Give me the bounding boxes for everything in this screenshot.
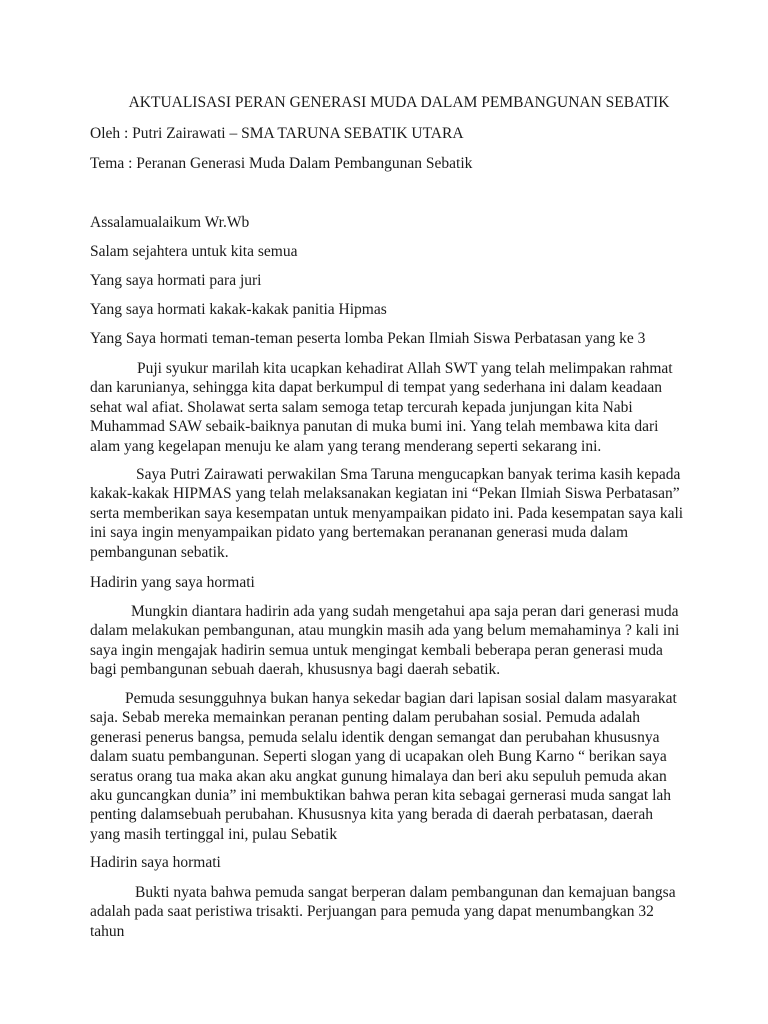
paragraph-text: Saya Putri Zairawati perwakilan Sma Taruna mengucapkan banyak terima kasih kepada kakak-kakak HIPMAS yang telah melaksanakan kegiatan ini “Pekan Ilmiah Siswa Perbatasan” serta memberikan saya kesempatan untuk menyampaikan pidato ini. Pada kesempatan saya kali ini saya ingin menyampaikan pidato yang bertemakan perananan generasi muda dalam pembangunan sebatik. (90, 466, 684, 561)
document-title (0, 93, 768, 113)
greeting-line: Yang saya hormati kakak-kakak panitia Hipmas (90, 301, 387, 318)
paragraph (90, 602, 684, 680)
author-line: Oleh : Putri Zairawati – SMA TARUNA SEBATIK UTARA (90, 125, 464, 142)
paragraph (90, 689, 684, 844)
theme-line: Tema : Peranan Generasi Muda Dalam Pembangunan Sebatik (90, 155, 473, 172)
paragraph-text: Pemuda sesungguhnya bukan hanya sekedar bagian dari lapisan sosial dalam masyarakat saja. Sebab mereka memainkan peranan penting dalam perubahan sosial. Pemuda adalah generasi penerus bangsa, pemuda selalu identik dengan semangat dan perubahan khususnya dalam suatu pembangunan. Seperti slogan yang di ucapakan oleh Bung Karno “ berikan saya seratus orang tua maka akan aku angkat gunung himalaya dan beri aku sepuluh pemuda akan aku guncangkan dunia” ini membuktikan bahwa peran kita sebagai gernerasi muda sangat lah penting dalamsebuah perubahan. Khususnya kita yang berada di daerah perbatasan, daerah yang masih tertinggal ini, pulau Sebatik (90, 690, 677, 843)
address-line: Hadirin yang saya hormati (90, 574, 255, 591)
address-line: Hadirin saya hormati (90, 854, 221, 871)
paragraph-text: Bukti nyata bahwa pemuda sangat berperan dalam pembangunan dan kemajuan bangsa adalah pada saat peristiwa trisakti. Perjuangan para pemuda yang dapat menumbangkan 32 tahun (90, 884, 676, 940)
paragraph (90, 465, 684, 562)
greeting-line: Yang Saya hormati teman-teman peserta lomba Pekan Ilmiah Siswa Perbatasan yang ke 3 (90, 330, 646, 347)
paragraph-text: Puji syukur marilah kita ucapkan kehadirat Allah SWT yang telah melimpakan rahmat dan karunianya, sehingga kita dapat berkumpul di tempat yang sederhana ini dalam keadaan sehat wal afiat. Sholawat serta salam semoga tetap tercurah kepada junjungan kita Nabi Muhammad SAW sebaik-baiknya panutan di muka bumi ini. Yang telah membawa kita dari alam yang kegelapan menuju ke alam yang terang menderang seperti sekarang ini. (90, 360, 673, 455)
greeting-line: Yang saya hormati para juri (90, 272, 262, 289)
greeting-line: Assalamualaikum Wr.Wb (90, 214, 250, 231)
document-title-text: AKTUALISASI PERAN GENERASI MUDA DALAM PEMBANGUNAN SEBATIK (128, 94, 670, 111)
greeting-line: Salam sejahtera untuk kita semua (90, 243, 298, 260)
paragraph-text: Mungkin diantara hadirin ada yang sudah mengetahui apa saja peran dari generasi muda dalam melakukan pembangunan, atau mungkin masih ada yang belum memahaminya ? kali ini saya ingin mengajak hadirin semua untuk mengingat kembali beberapa peran generasi muda bagi pembangunan sebuah daerah, khususnya bagi daerah sebatik. (90, 603, 680, 679)
paragraph (90, 883, 684, 941)
paragraph (90, 359, 684, 456)
